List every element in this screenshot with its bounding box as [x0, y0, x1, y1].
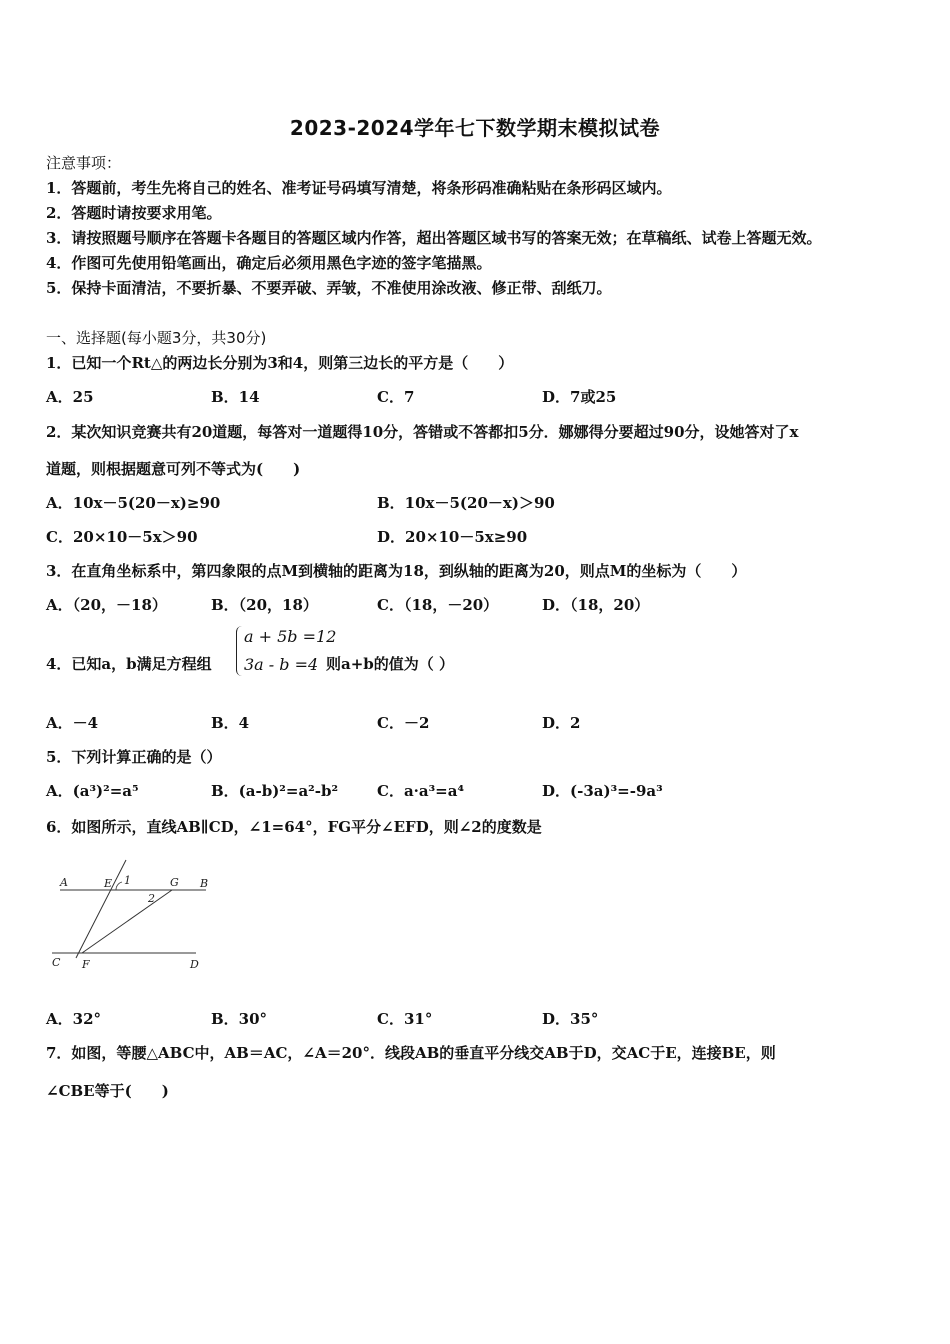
equation-2: 3a - b =4 [244, 655, 319, 674]
q2-stem-line1: 2．某次知识竞赛共有20道题，每答对一道题得10分，答错或不答都扣5分．娜娜得分要超过90分，设她答对了x [46, 423, 799, 441]
label-e: E [104, 877, 113, 890]
label-d: D [190, 958, 199, 971]
notice-item-4: 4．作图可先使用铅笔画出，确定后必须用黑色字迹的签字笔描黑。 [46, 254, 492, 272]
q4-option-c: C．－2 [377, 714, 430, 732]
q7-stem-line1: 7．如图，等腰△ABC中，AB＝AC，∠A＝20°．线段AB的垂直平分线交AB于D，交AC于E，连接BE，则 [46, 1044, 776, 1062]
q5-stem: 5．下列计算正确的是（） [46, 748, 222, 766]
q2-option-c: C．20×10－5x＞90 [46, 528, 198, 546]
equation-1: a + 5b =12 [244, 627, 337, 646]
q6-option-c: C．31° [377, 1010, 433, 1028]
equation-system [236, 624, 336, 680]
label-g: G [170, 876, 179, 889]
q4-stem-prefix: 4．已知a，b满足方程组 [46, 655, 212, 673]
q4-option-d: D．2 [542, 714, 581, 732]
label-f: F [82, 958, 90, 971]
q6-stem: 6．如图所示，直线AB∥CD，∠1=64°，FG平分∠EFD，则∠2的度数是 [46, 818, 542, 836]
q3-option-c: C．（18，－20） [377, 596, 499, 614]
q6-option-a: A．32° [46, 1010, 102, 1028]
q1-option-d: D．7或25 [542, 388, 617, 406]
equation-brace [236, 626, 243, 676]
q3-option-b: B．（20，18） [211, 596, 318, 614]
exam-title: 2023-2024学年七下数学期末模拟试卷 [289, 116, 661, 140]
notice-item-5: 5．保持卡面清洁，不要折暴、不要弄破、弄皱，不准使用涂改液、修正带、刮纸刀。 [46, 279, 612, 297]
q1-stem: 1．已知一个Rt△的两边长分别为3和4，则第三边长的平方是（ ） [46, 354, 514, 372]
q5-option-a: A．(a³)²=a⁵ [46, 782, 139, 800]
q5-option-d: D．(-3a)³=-9a³ [542, 782, 663, 800]
q5-option-b: B．(a-b)²=a²-b² [211, 782, 339, 800]
label-1: 1 [124, 874, 131, 887]
notice-item-2: 2．答题时请按要求用笔。 [46, 204, 222, 222]
q6-option-d: D．35° [542, 1010, 599, 1028]
q5-option-c: C．a·a³=a⁴ [377, 782, 465, 800]
notice-item-1: 1．答题前，考生先将自己的姓名、准考证号码填写清楚，将条形码准确粘贴在条形码区域内。 [46, 179, 672, 197]
label-2: 2 [148, 892, 155, 905]
q3-stem: 3．在直角坐标系中，第四象限的点M到横轴的距离为18，到纵轴的距离为20，则点M的坐标为（ ） [46, 562, 747, 580]
q2-option-d: D．20×10－5x≥90 [377, 528, 528, 546]
q4-option-b: B．4 [211, 714, 250, 732]
line-fg [82, 890, 172, 953]
parallel-lines-figure [48, 856, 228, 976]
q2-option-a: A．10x－5(20－x)≥90 [46, 494, 221, 512]
line-ef [76, 860, 126, 958]
q3-option-d: D．（18，20） [542, 596, 650, 614]
notice-item-3: 3．请按照题号顺序在答题卡各题目的答题区域内作答，超出答题区域书写的答案无效；在草稿纸、试卷上答题无效。 [46, 229, 822, 247]
label-b: B [200, 877, 209, 890]
q3-option-a: A．（20，－18） [46, 596, 167, 614]
angle-1-arc [116, 882, 122, 890]
notice-heading: 注意事项： [46, 154, 122, 172]
q1-option-c: C．7 [377, 388, 415, 406]
section-heading: 一、选择题(每小题3分，共30分) [46, 329, 267, 347]
q4-stem-suffix: 则a+b的值为（ ） [326, 655, 454, 673]
q7-stem-line2: ∠CBE等于( ) [46, 1082, 169, 1100]
q2-stem-line2: 道题，则根据题意可列不等式为( ) [46, 460, 301, 478]
label-c: C [52, 956, 61, 969]
q6-option-b: B．30° [211, 1010, 268, 1028]
q2-option-b: B．10x－5(20－x)＞90 [377, 494, 555, 512]
q4-option-a: A．－4 [46, 714, 99, 732]
label-a: A [60, 876, 68, 889]
q1-option-b: B．14 [211, 388, 260, 406]
q1-option-a: A．25 [46, 388, 94, 406]
